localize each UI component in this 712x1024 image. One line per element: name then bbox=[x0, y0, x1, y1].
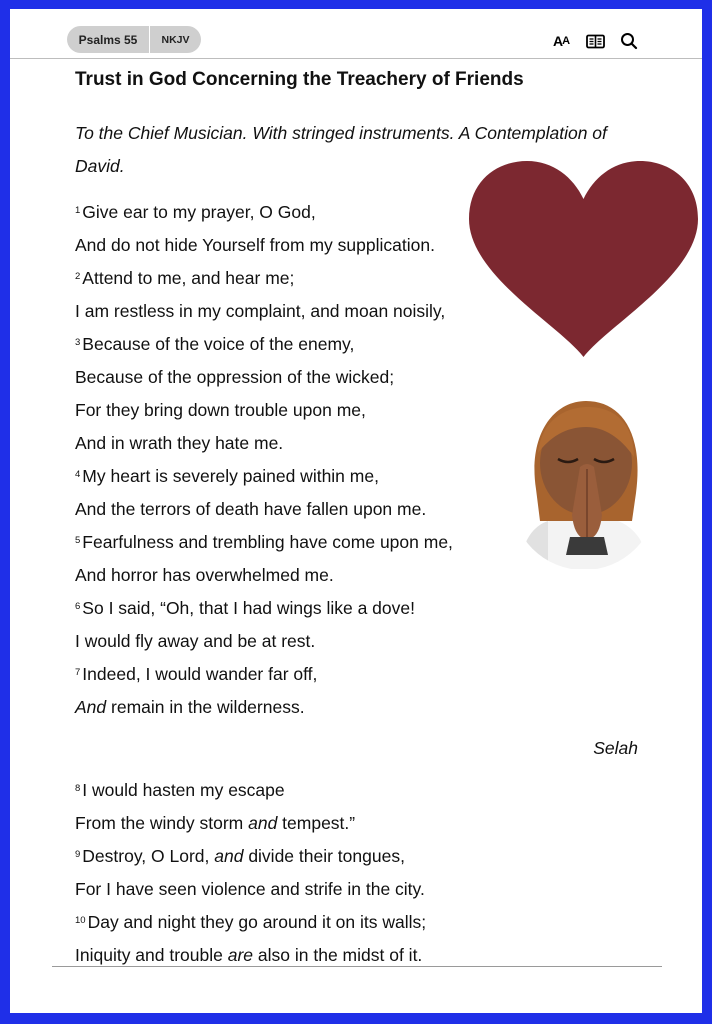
italic-word: and bbox=[214, 846, 244, 866]
verse-text: Iniquity and trouble bbox=[75, 945, 228, 965]
verse-line-5[interactable] bbox=[75, 532, 453, 553]
verse-number: 3 bbox=[75, 337, 81, 348]
italic-word: and bbox=[248, 813, 278, 833]
verse-text: I would hasten my escape bbox=[82, 780, 285, 800]
superscription: To the Chief Musician. With stringed instruments. A Contemplation of David. bbox=[75, 123, 607, 176]
heart-sticker bbox=[467, 157, 700, 361]
verse-text: Day and night they go around it on its walls; bbox=[87, 912, 427, 932]
verse-text: I am restless in my complaint, and moan noisily, bbox=[75, 301, 446, 321]
verse-text: tempest.” bbox=[277, 813, 356, 833]
italic-word: are bbox=[227, 945, 254, 965]
verse-line-4[interactable] bbox=[75, 466, 379, 487]
verse-line[interactable] bbox=[75, 813, 355, 834]
verse-line-8[interactable] bbox=[75, 780, 285, 801]
verse-number: 1 bbox=[75, 205, 81, 216]
verse-text: also in the midst of it. bbox=[253, 945, 423, 965]
verse-text: Because of the oppression of the wicked; bbox=[75, 367, 395, 387]
verse-number: 6 bbox=[75, 601, 81, 612]
verse-text: And do not hide Yourself from my supplication. bbox=[75, 235, 435, 255]
verse-number: 7 bbox=[75, 667, 81, 678]
top-bar bbox=[10, 9, 702, 59]
verse-number: 10 bbox=[75, 915, 86, 926]
verse-text: For I have seen violence and strife in the city. bbox=[75, 879, 425, 899]
verse-line[interactable] bbox=[75, 433, 283, 454]
section-heading: Trust in God Concerning the Treachery of Friends bbox=[75, 69, 524, 90]
verse-line[interactable] bbox=[75, 499, 426, 520]
verse-text: remain in the wilderness. bbox=[106, 697, 305, 717]
verse-line-7[interactable] bbox=[75, 664, 317, 685]
verse-number: 9 bbox=[75, 849, 81, 860]
verse-line[interactable] bbox=[75, 565, 334, 586]
verse-text: And horror has overwhelmed me. bbox=[75, 565, 334, 585]
verse-line[interactable] bbox=[75, 400, 366, 421]
verse-text: So I said, “Oh, that I had wings like a dove! bbox=[82, 598, 415, 618]
verse-number: 2 bbox=[75, 271, 81, 282]
praying-memoji-sticker bbox=[508, 397, 660, 569]
verse-text: divide their tongues, bbox=[243, 846, 405, 866]
passage-selector bbox=[67, 26, 201, 53]
reader-frame bbox=[10, 9, 702, 1013]
header-divider bbox=[10, 58, 702, 59]
book-icon[interactable] bbox=[584, 31, 606, 51]
verse-line[interactable] bbox=[75, 697, 305, 718]
book-chapter-button[interactable]: Psalms 55 bbox=[78, 32, 138, 47]
verse-line[interactable] bbox=[75, 367, 394, 388]
font-size-icon[interactable]: A A bbox=[552, 33, 570, 49]
verse-text: Destroy, O Lord, bbox=[82, 846, 215, 866]
verse-line-10[interactable] bbox=[75, 912, 426, 933]
verse-text: I would fly away and be at rest. bbox=[75, 631, 316, 651]
verse-line-3[interactable] bbox=[75, 334, 354, 355]
verse-line-2[interactable] bbox=[75, 268, 294, 289]
verse-line-6[interactable] bbox=[75, 598, 415, 619]
verse-line-1[interactable] bbox=[75, 202, 316, 223]
footer-divider bbox=[52, 966, 662, 967]
verse-text: Attend to me, and hear me; bbox=[82, 268, 295, 288]
verse-line[interactable] bbox=[75, 879, 425, 900]
verse-text: Because of the voice of the enemy, bbox=[82, 334, 355, 354]
verse-number: 8 bbox=[75, 783, 81, 794]
verse-text: And the terrors of death have fallen upon me. bbox=[75, 499, 427, 519]
search-icon[interactable] bbox=[618, 31, 640, 51]
verse-line-9[interactable] bbox=[75, 846, 405, 867]
version-button[interactable]: NKJV bbox=[161, 33, 190, 46]
verse-text: And in wrath they hate me. bbox=[75, 433, 284, 453]
verse-text: My heart is severely pained within me, bbox=[82, 466, 379, 486]
toolbar bbox=[550, 31, 640, 51]
verse-number: 5 bbox=[75, 535, 81, 546]
verse-text: For they bring down trouble upon me, bbox=[75, 400, 366, 420]
verse-text: Give ear to my prayer, O God, bbox=[82, 202, 316, 222]
verse-line[interactable] bbox=[75, 301, 445, 322]
selah-marker: Selah bbox=[593, 738, 638, 758]
verse-line[interactable] bbox=[75, 631, 315, 652]
verse-line[interactable] bbox=[75, 235, 435, 256]
verse-line[interactable] bbox=[75, 945, 422, 966]
italic-word: And bbox=[75, 697, 107, 717]
verse-text: Fearfulness and trembling have come upon me, bbox=[82, 532, 453, 552]
verse-text: Indeed, I would wander far off, bbox=[82, 664, 318, 684]
verse-number: 4 bbox=[75, 469, 81, 480]
verse-text: From the windy storm bbox=[75, 813, 249, 833]
